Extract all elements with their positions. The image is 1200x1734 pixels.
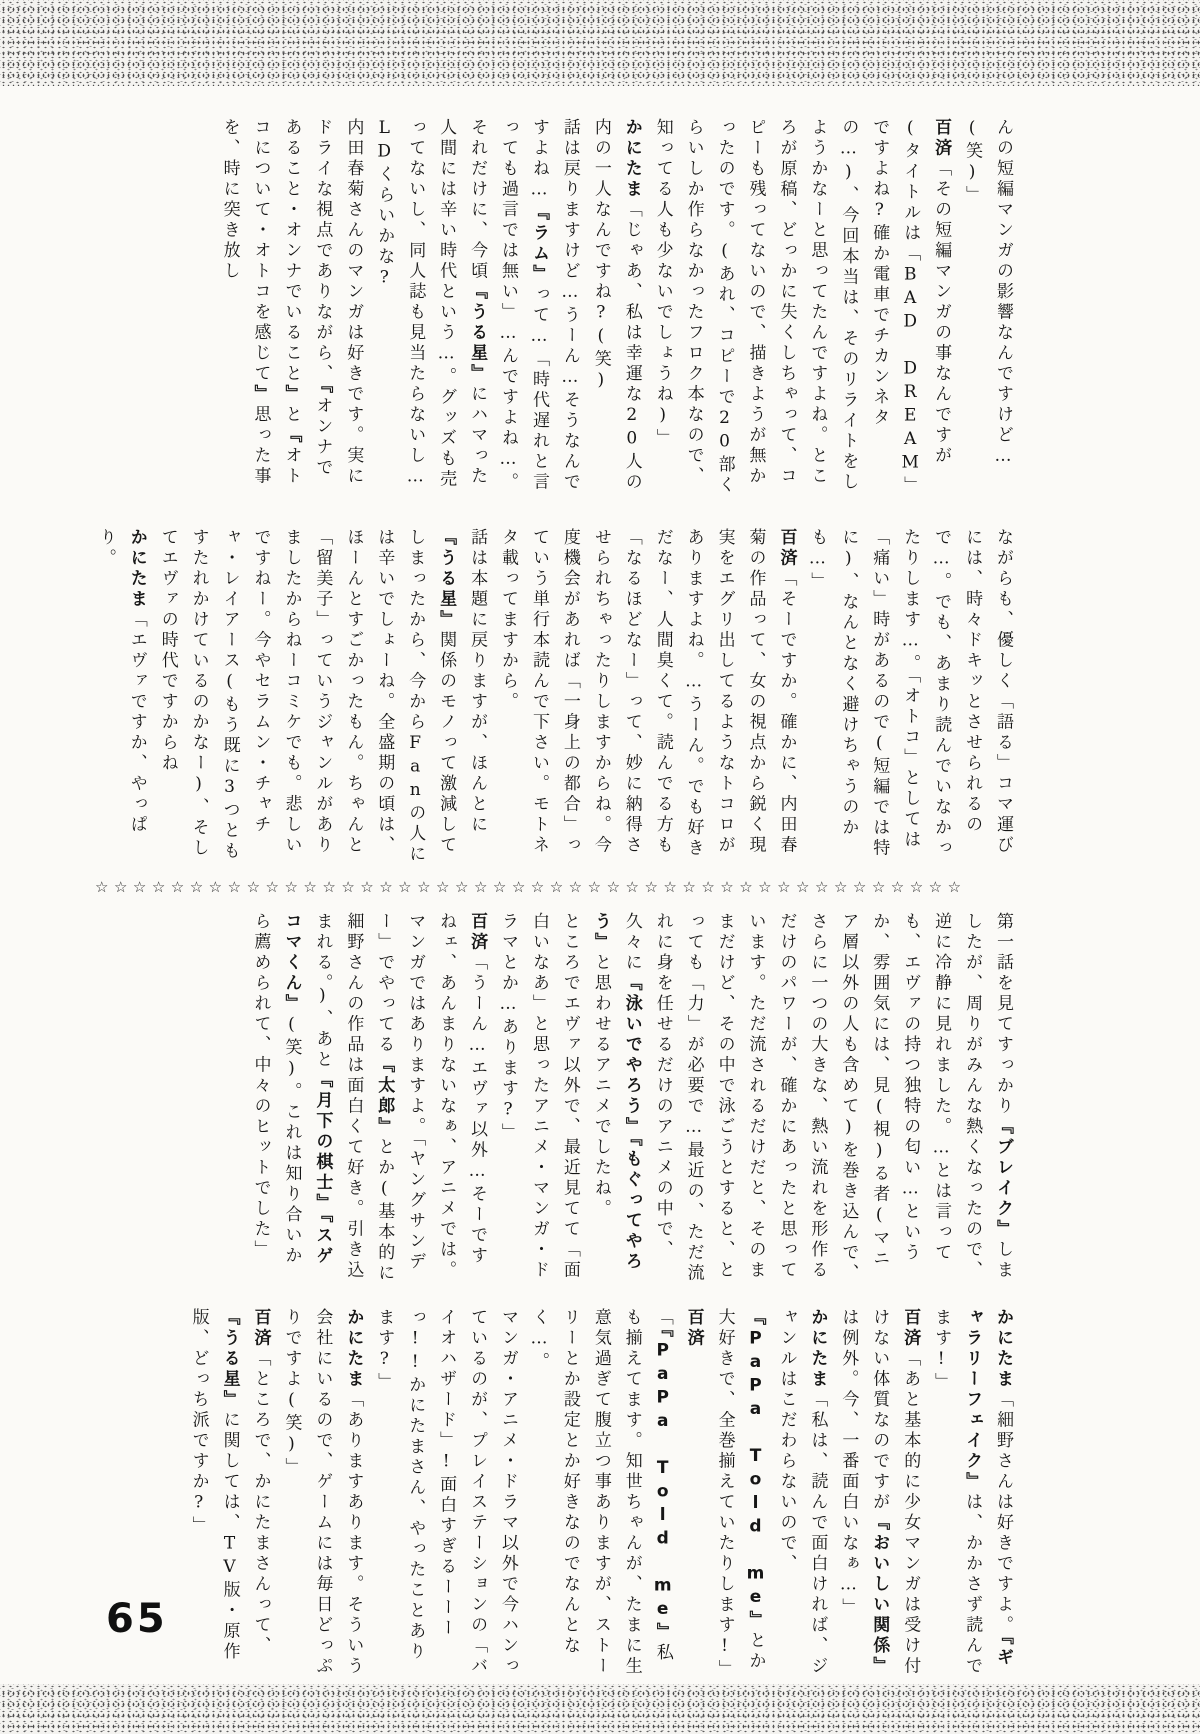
title-emphasis: 『: [281, 425, 302, 446]
speaker-name: かにたま: [621, 118, 642, 200]
halftone-noise-strip-bottom: [0, 1684, 1200, 1734]
text-run: 話は戻りますけど…うーん…そうなんですよね…: [528, 118, 580, 493]
title-emphasis: 』: [281, 384, 302, 405]
text-run: 「うーん…エヴァ以外…そーですねェ、あんまりないなぁ、アニメでは。マンガではありますよ。「ヤングサンデー」でやってる: [374, 912, 488, 1281]
text-run: 思った事を、時に突き放し: [219, 118, 271, 487]
speaker-name: 百済: [467, 912, 488, 953]
speaker-name: かにたま: [126, 528, 147, 610]
text-run: 関係のモノって激減してしまったから、今からFanの人には辛いでしょーね。全盛期の頃は、ほーんとすごかったもん。ちゃんと「留美子」っていうジャンルがありましたからねーコミケでも。悲しいですねー。今やセラムン・チャチャ・レイアース(もう既に3つともすたれかけているのかなー)、そしてエヴァの時代ですからね: [157, 528, 457, 865]
title-emphasis: 『PaPa Told me』: [745, 1308, 766, 1631]
page-number: 65: [106, 1596, 168, 1642]
paragraph: [832, 1308, 925, 1680]
text-band-3: [100, 912, 1018, 1284]
paragraph: [276, 1308, 369, 1680]
paragraph: [523, 1308, 709, 1680]
paragraph: [368, 1308, 523, 1680]
text-run: とか大好きで、全巻揃えていたりします!」: [714, 1308, 766, 1680]
paragraph: [925, 1308, 1018, 1680]
text-run: 私も揃えてます。知世ちゃんが、たまに生意気過ぎて腹立つ事ありますが、ストーリーとか設定とか好きなのでなんとなく…。: [528, 1308, 673, 1677]
title-emphasis: 『月下の棋士』: [312, 1070, 333, 1214]
speaker-name: かにたま: [343, 1308, 364, 1390]
title-emphasis: 『ギャラリーフェイク』: [962, 1308, 1013, 1669]
text-run: にハマった人間には辛い時代という…。グッズも売ってないし、同人誌も見当たらないし…LDくらいかな?: [374, 118, 488, 490]
text-run: 「私は、読んで面白ければ、ジャンルはこだわらないので、: [776, 1308, 828, 1677]
paragraph: [585, 118, 647, 496]
text-run: オンナであること・オンナでいること: [281, 118, 333, 479]
title-emphasis: 『うる星』: [467, 282, 488, 385]
paragraph: [368, 118, 585, 496]
paragraph: [585, 912, 1018, 1284]
text-run: 第一話を見てすっかり: [993, 912, 1013, 1117]
paragraph: [152, 528, 492, 870]
text-run: ところでエヴァ以外で、最近見てて「面白いなあ」と思ったアニメ・マンガ・ドラマとか…あります?」: [498, 912, 580, 1281]
paragraph: [90, 528, 152, 870]
text-band-4: [100, 1308, 1018, 1680]
title-emphasis: 』: [250, 384, 271, 405]
speaker-name: 百済: [931, 118, 952, 159]
speaker-name: 百済: [683, 1308, 704, 1349]
star-divider: ☆☆☆☆☆☆☆☆☆☆☆☆☆☆☆☆☆☆☆☆☆☆☆☆☆☆☆☆☆☆☆☆☆☆☆☆☆☆☆☆☆☆☆☆☆☆: [95, 878, 967, 896]
speaker-name: 百済: [900, 1308, 921, 1349]
paragraph: [492, 912, 585, 1284]
paragraph: [801, 528, 1018, 870]
paragraph: [183, 1308, 276, 1680]
speaker-name: 百済: [250, 1308, 271, 1349]
speaker-name: かにたま: [993, 1308, 1013, 1390]
text-run: マンガ・アニメ・ドラマ以外で今ハンっているのが、プレイステーションの「バイオハザード」!面白すぎるーーーっ!!かにたまさん、やったことあります?」: [374, 1308, 518, 1677]
title-emphasis: 『スゲコマくん』: [281, 912, 333, 1267]
paragraph: [214, 118, 369, 496]
text-run: と: [281, 405, 302, 426]
title-emphasis: 『PaPa Told me』: [652, 1328, 673, 1643]
text-run: 「: [652, 1308, 673, 1329]
text-run: 「その短編マンガの事なんですが(タイトルは「BAD DREAM」ですよね?確か電車でチカンネタの…)、今回本当は、そのリライトをしようかなーと思ってたんですよね。ところが原稿、どっかに失くしちゃって、コピーも残ってないので、描きようが無かったのです。(あれ、コピーで20部くらいしか作らなかったフロク本なので、知ってる人も少ないでしょうね)」: [652, 118, 952, 496]
paragraph: [956, 118, 1018, 496]
text-run: 「細野さんは好きですよ。: [993, 1390, 1013, 1636]
paragraph: [492, 528, 801, 870]
title-emphasis: 『もぐってやろう』: [590, 912, 642, 1273]
text-run: オトコについて・オトコを感じて: [250, 118, 302, 487]
title-emphasis: 『うる星』: [219, 1308, 240, 1411]
paragraph: [245, 912, 493, 1284]
text-run: 「ところで、かにたまさんって、: [250, 1349, 271, 1657]
title-emphasis: 『うる星』: [436, 528, 457, 631]
halftone-noise-strip-top: [0, 0, 1200, 86]
text-run: は、かかさず読んでます!」: [931, 1308, 983, 1677]
title-emphasis: 『ブレイク』: [993, 1117, 1013, 1240]
text-run: 内田春菊さんのマンガは好きです。実にドライな視点でありながら、: [312, 118, 364, 487]
text-run: しましたが、周りがみんな熱くなったので、逆に冷静に見れました。…とは言っても、エヴァの持つ独特の匂い…というか、雰囲気には、見(視)る者(マニア層以外の人も含めて)を巻き込んで、さらに一つの大きな、熱い流れを形作るだけのパワーが、確かにあったと思っています。ただ流されるだけだと、そのままだけど、その中で泳ごうとすると、とっても「力」が必要で…最近の、ただ流れに身を任せるだけのアニメの中で、久々に: [621, 912, 1013, 1284]
title-emphasis: 『泳いでやろう』: [621, 973, 642, 1138]
text-band-2: [95, 528, 1018, 870]
title-emphasis: 『太郎』: [374, 1055, 395, 1138]
paragraph: [709, 1308, 833, 1680]
title-emphasis: 『おいしい関係』: [869, 1513, 890, 1677]
text-run: 「そーですか。確かに、内田春菊の作品って、女の視点から鋭く現実をエグリ出してるようなトコロがありますよね。…うーん。でも好きだなー、人間臭くて。読んでる方も「なるほどなー」って、妙に納得させられちゃったりしますからね。今度機会があれば「一身上の都合」っていう単行本読んで下さい。モトネタ載ってますから。: [498, 528, 797, 859]
text-run: 「ありますあります。そういう会社にいるので、ゲームには毎日どっぷりですよ(笑)」: [281, 1308, 364, 1677]
text-run: 「エヴァですか、やっぱり。: [95, 528, 147, 836]
speaker-name: かにたま: [807, 1308, 828, 1390]
text-run: って…「時代遅れと言っても過言では無い」…んですよね…。それだけに、今頃: [467, 118, 549, 493]
text-run: に関しては、TV版・原作版、どっち派ですか?」: [188, 1308, 240, 1663]
title-emphasis: 『: [312, 384, 333, 397]
text-run: 「あと基本的に少女マンガは受け付けない体質なのですが: [869, 1308, 921, 1677]
text-run: んの短編マンガの影響なんですけど…(笑)」: [962, 118, 1013, 470]
paragraph: [647, 118, 956, 496]
text-run: とか(基本的に細野さんの作品は面白くて好き。引き込まれる。)、あと: [312, 912, 395, 1284]
text-run: 話は本題に戻りますが、ほんとに: [467, 528, 488, 836]
text-run: は例外。今、一番面白いなぁ…」: [838, 1308, 859, 1619]
text-run: (笑)。これは知り合いから薦められて、中々のヒットでした」: [250, 912, 302, 1267]
text-band-1: [100, 118, 1018, 496]
title-emphasis: 『ラム』: [528, 203, 549, 285]
text-run: と思わせるアニメでしたね。: [590, 953, 611, 1220]
speaker-name: 百済: [776, 528, 797, 569]
text-run: 「じゃあ、私は幸運な20人の内の一人なんですね?(笑): [590, 118, 642, 493]
text-run: ながらも、優しく「語る」コマ運びには、時々ドキッとさせられるので…。でも、あまり読んでいなかったりします…。「オトコ」としては「痛い」時があるので(短編では特に)、なんとなく避けちゃうのかも…」: [807, 528, 1013, 859]
